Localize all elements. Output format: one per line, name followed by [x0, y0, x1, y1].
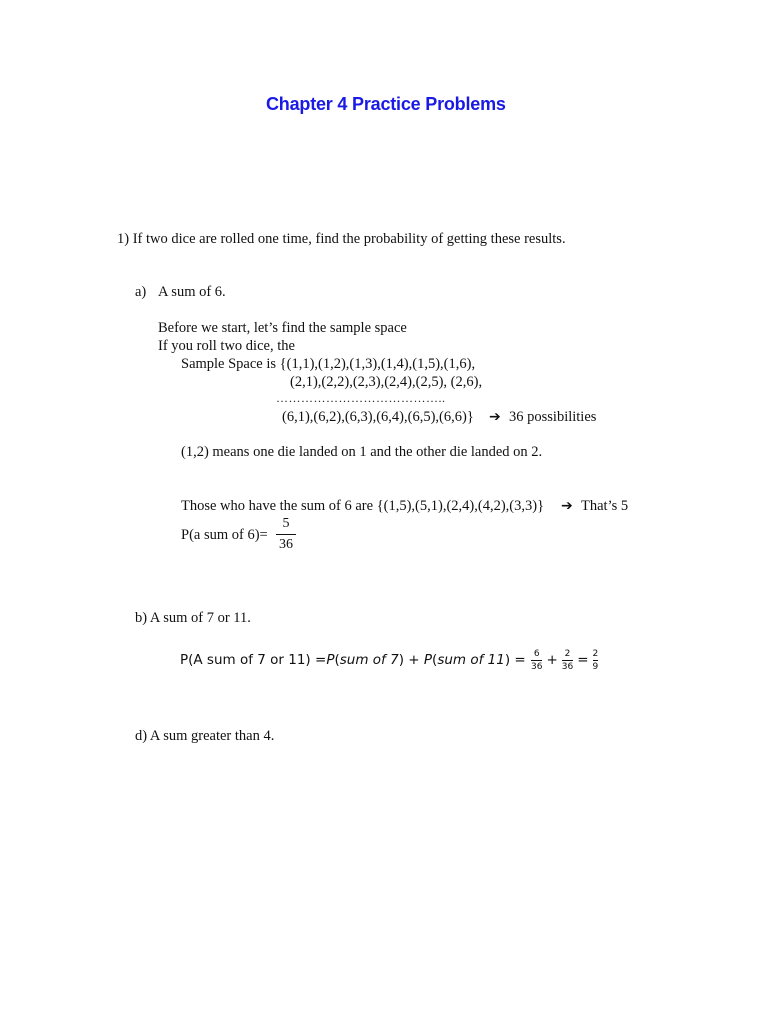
arrow-icon: ➔ — [561, 498, 573, 514]
arrow-icon: ➔ — [489, 409, 501, 425]
eq-equals: = — [510, 652, 531, 668]
intro-line-1: Before we start, let’s find the sample space — [158, 320, 407, 336]
eq-p1: P — [326, 652, 335, 668]
probability-fraction — [276, 516, 296, 553]
possibilities-count: 36 possibilities — [509, 409, 597, 425]
question-1: 1) If two dice are rolled one time, find the probability of getting these results. — [117, 231, 566, 247]
fraction-denominator: 36 — [279, 537, 293, 552]
intro-line-2: If you roll two dice, the — [158, 338, 295, 354]
eq-plus: + — [403, 652, 424, 668]
part-a-text: A sum of 6. — [158, 284, 226, 300]
eq-paren: ) — [398, 652, 404, 668]
eq-paren: ( — [334, 652, 340, 668]
fraction-bar — [276, 534, 296, 535]
explanation: (1,2) means one die landed on 1 and the other die landed on 2. — [181, 444, 543, 460]
sample-space-row-1: Sample Space is {(1,1),(1,2),(1,3),(1,4),(1,5),(1,6), — [181, 356, 476, 372]
part-b-text: b) A sum of 7 or 11. — [135, 610, 251, 626]
sample-space-row-2: (2,1),(2,2),(2,3),(2,4),(2,5), (2,6), — [290, 374, 483, 390]
part-b-equation — [180, 648, 599, 672]
fraction-2-36: 2 36 — [561, 648, 574, 672]
sample-space-row-last: (6,1),(6,2),(6,3),(6,4),(6,5),(6,6)} — [282, 409, 474, 425]
probability-label: P(a sum of 6)= — [181, 527, 268, 543]
eq-plus-2: + — [546, 652, 558, 668]
eq-equals-2: = — [577, 652, 589, 668]
fraction-2-9: 2 9 — [592, 648, 599, 672]
eq-left: P(A sum of 7 or 11) = — [180, 652, 327, 668]
thats-count: That’s 5 — [581, 498, 629, 514]
fraction-numerator: 5 — [282, 516, 290, 531]
eq-paren: ) — [504, 652, 511, 668]
sample-space-ellipsis: ………………………………….. — [276, 391, 446, 405]
fraction-6-36: 6 36 — [531, 648, 543, 672]
eq-sum11: sum of 11 — [437, 652, 505, 668]
page-title: Chapter 4 Practice Problems — [266, 94, 506, 114]
eq-paren: ( — [432, 652, 438, 668]
part-a-label: a) — [135, 284, 147, 300]
sum-6-outcomes: Those who have the sum of 6 are {(1,5),(5,1),(2,4),(4,2),(3,3)} — [181, 498, 545, 514]
eq-sum7: sum of 7 — [339, 652, 399, 668]
part-d-text: d) A sum greater than 4. — [135, 728, 275, 744]
eq-p2: P — [423, 652, 433, 668]
